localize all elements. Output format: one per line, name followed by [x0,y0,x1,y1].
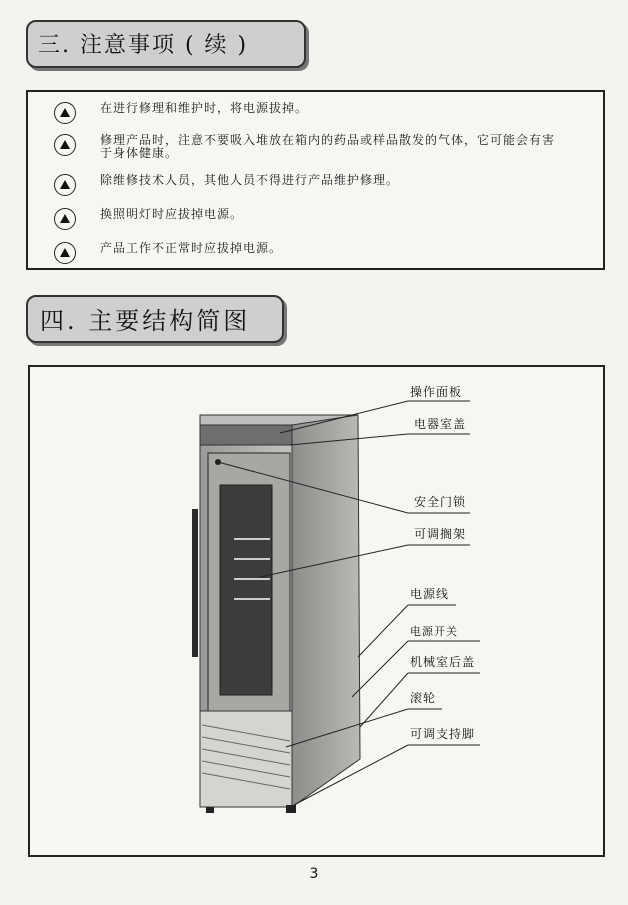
callout-control-panel: 操作面板 [410,385,463,399]
warning-triangle-icon [54,102,76,124]
refrigerator-illustration [30,367,603,855]
warning-triangle-icon [54,134,76,156]
precaution-text: 在进行修理和维护时，将电源拔掉。 [100,101,309,115]
callout-power-switch: 电源开关 [410,625,458,638]
callout-adjustable-shelf: 可调搁架 [414,527,467,541]
precaution-text: 产品工作不正常时应拔掉电源。 [100,241,283,255]
section-heading-text: 三. 注意事项 ( 续 ) [38,33,249,58]
callout-electrical-cover: 电器室盖 [414,417,467,431]
precaution-text: 换照明灯时应拔掉电源。 [100,207,244,221]
callout-caster: 滚轮 [410,691,437,705]
page-number: 3 [309,866,319,882]
section-heading-structure [26,295,284,343]
structure-diagram [28,365,605,857]
section-heading-text: 四. 主要结构简图 [40,307,251,335]
callout-adjustable-foot: 可调支持脚 [410,727,476,741]
precaution-text: 修理产品时，注意不要吸入堆放在箱内的药品或样品散发的气体，它可能会有害于身体健康。 [100,133,556,160]
callout-door-lock: 安全门锁 [414,495,467,509]
warning-triangle-icon [54,208,76,230]
callout-machine-rear-cover: 机械室后盖 [410,655,476,669]
section-heading-precautions [26,20,306,68]
warning-triangle-icon [54,174,76,196]
precautions-box [26,90,605,270]
warning-triangle-icon [54,242,76,264]
precaution-text: 除维修技术人员，其他人员不得进行产品维护修理。 [100,173,400,187]
callout-power-cord: 电源线 [410,587,450,601]
